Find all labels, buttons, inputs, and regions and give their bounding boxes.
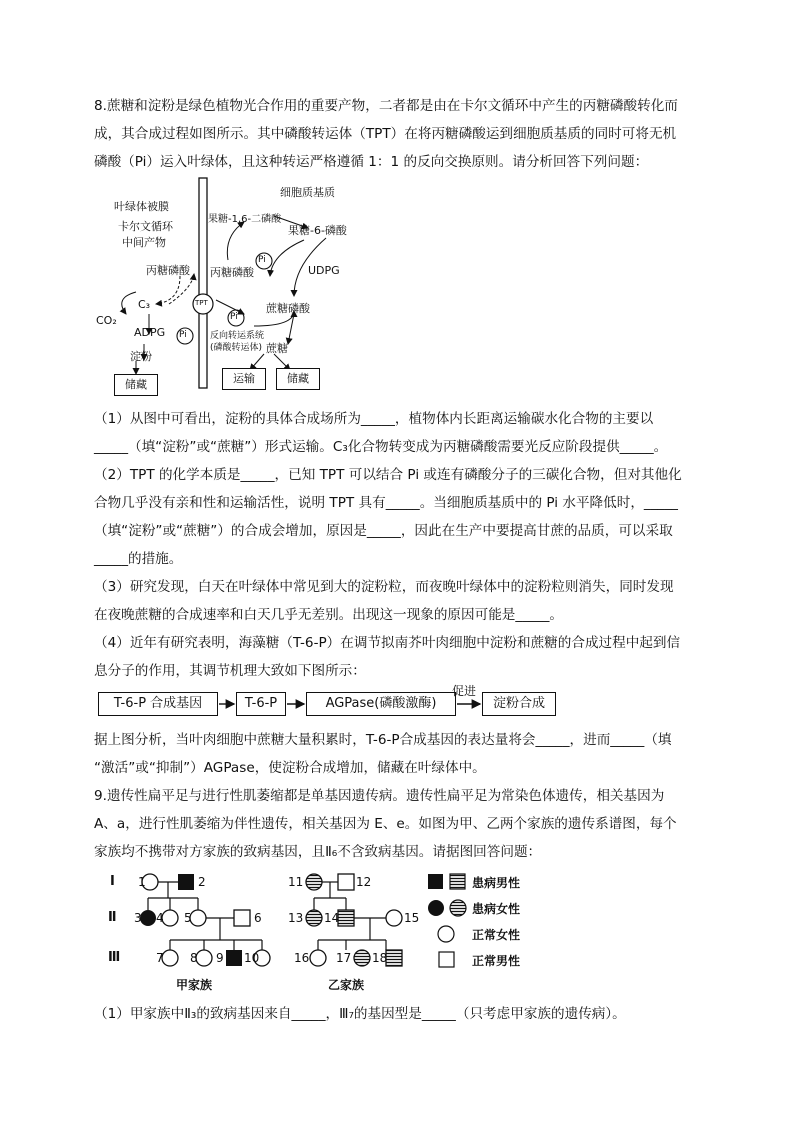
sucrose-starch-synthesis-diagram — [94, 176, 434, 398]
label-antiporter-1: 反向转运系统 — [210, 331, 265, 341]
individual-12: 12 — [356, 875, 372, 889]
individual-3: 3 — [134, 911, 142, 925]
individual-4: 4 — [156, 911, 164, 925]
family-b-label: 乙家族 — [328, 978, 365, 992]
q8-s2-line3: （填“淀粉”或“蔗糖”）的合成会增加，原因是_____，因此在生产中要提高甘蔗的品质，可以采取 — [94, 523, 673, 539]
box-storage-sucrose: 储藏 — [276, 368, 320, 390]
q8-s1-line2: _____（填“淀粉”或“蔗糖”）形式运输。C₃化合物转变成为丙糖磷酸需要光反应阶段提供_____。 — [94, 439, 668, 455]
individual-5: 5 — [184, 911, 192, 925]
label-fbp: 果糖-1,6-二磷酸 — [208, 214, 282, 225]
flow-label-promote: 促进 — [452, 684, 477, 698]
label-membrane: 叶绿体被膜 — [114, 200, 169, 213]
pedigree-chart — [100, 868, 560, 1000]
family-a-label: 甲家族 — [176, 978, 213, 992]
box-storage-starch: 储藏 — [114, 374, 158, 396]
q8-s4-line3: 据上图分析，当叶肉细胞中蔗糖大量积累时，T-6-P合成基因的表达量将会_____，进而_____（填 — [94, 732, 672, 748]
label-starch: 淀粉 — [130, 350, 152, 363]
box-transport: 运输 — [222, 368, 266, 390]
q8-s2-line4: _____的措施。 — [94, 551, 183, 567]
flow-box-agpase: AGPase(磷酸激酶) — [306, 692, 456, 716]
label-tpt: TPT — [195, 299, 208, 307]
legend-normal-male: 正常男性 — [472, 954, 521, 968]
individual-6: 6 — [254, 911, 262, 925]
flow-box-t6p-gene: T-6-P 合成基因 — [98, 692, 218, 716]
label-adpg: ADPG — [134, 326, 166, 339]
gen-label-3: Ⅲ — [108, 950, 121, 965]
label-co2: CO₂ — [96, 314, 117, 327]
gen-label-1: Ⅰ — [110, 874, 115, 889]
q8-intro-line1: 8.蔗糖和淀粉是绿色植物光合作用的重要产物，二者都是由在卡尔文循环中产生的丙糖磷酸转化而 — [94, 98, 678, 114]
legend-affected-female: 患病女性 — [472, 902, 521, 916]
label-f6p: 果糖-6-磷酸 — [288, 224, 347, 237]
label-calvin-1: 卡尔文循环 — [118, 220, 173, 233]
legend-normal-female: 正常女性 — [472, 928, 521, 942]
q8-s4-line4: “激活”或“抑制”）AGPase，使淀粉合成增加，储藏在叶绿体中。 — [94, 760, 486, 776]
label-c3: C₃ — [138, 298, 151, 311]
q8-s3-line1: （3）研究发现，白天在叶绿体中常见到大的淀粉粒，而夜晚叶绿体中的淀粉粒则消失，同时发现 — [94, 579, 674, 595]
q9-intro-line3: 家族均不携带对方家族的致病基因，且Ⅱ₆不含致病基因。请据图回答问题： — [94, 844, 542, 860]
label-triose-phosphate-in: 丙糖磷酸 — [146, 264, 190, 277]
individual-8: 8 — [190, 951, 198, 965]
individual-9: 9 — [216, 951, 224, 965]
label-antiporter-2: (磷酸转运体) — [210, 343, 263, 353]
q8-intro-line3: 磷酸（Pi）运入叶绿体，且这种转运严格遵循 1：1 的反向交换原则。请分析回答下列问题： — [94, 154, 649, 170]
label-sucrose-phosphate: 蔗糖磷酸 — [266, 302, 310, 315]
chloroplast-membrane — [199, 178, 207, 388]
label-pi-left: Pi — [179, 330, 187, 340]
individual-16: 16 — [294, 951, 310, 965]
individual-18: 18 — [372, 951, 388, 965]
label-cytosol: 细胞质基质 — [280, 186, 335, 199]
q8-s4-line2: 息分子的作用，其调节机理大致如下图所示： — [94, 663, 366, 679]
q8-s3-line2: 在夜晚蔗糖的合成速率和白天几乎无差别。出现这一现象的原因可能是_____。 — [94, 607, 563, 623]
t6p-regulation-flow — [98, 684, 568, 720]
individual-13: 13 — [288, 911, 304, 925]
q8-s2-line2: 合物几乎没有亲和性和运输活性，说明 TPT 具有_____。当细胞质基质中的 Pi 水平降低时，_____ — [94, 495, 678, 511]
individual-1: 1 — [138, 875, 146, 889]
individual-10: 10 — [244, 951, 260, 965]
q8-s2-line1: （2）TPT 的化学本质是_____，已知 TPT 可以结合 Pi 或连有磷酸分子的三碳化合物，但对其他化 — [94, 467, 682, 483]
q9-s1-line1: （1）甲家族中Ⅱ₃的致病基因来自_____，Ⅲ₇的基因型是_____（只考虑甲家族的遗传病）。 — [94, 1006, 626, 1022]
q9-intro-line1: 9.遗传性扁平足与进行性肌萎缩都是单基因遗传病。遗传性扁平足为常染色体遗传，相关基因为 — [94, 788, 665, 804]
flow-box-starch-synthesis: 淀粉合成 — [482, 692, 556, 716]
gen-label-2: Ⅱ — [108, 910, 117, 925]
q8-s4-line1: （4）近年有研究表明，海藻糖（T-6-P）在调节拟南芥叶肉细胞中淀粉和蔗糖的合成过程中起到信 — [94, 635, 681, 651]
individual-14: 14 — [324, 911, 340, 925]
flow-box-t6p: T-6-P — [236, 692, 286, 716]
flow-arrows — [98, 688, 568, 720]
individual-11: 11 — [288, 875, 304, 889]
legend-affected-male: 患病男性 — [472, 876, 521, 890]
individual-2: 2 — [198, 875, 206, 889]
label-pi-right: Pi — [230, 312, 238, 322]
q9-intro-line2: A、a，进行性肌萎缩为伴性遗传，相关基因为 E、e。如图为甲、乙两个家族的遗传系谱图，每个 — [94, 816, 677, 832]
label-triose-phosphate-out: 丙糖磷酸 — [210, 266, 254, 279]
q8-intro-line2: 成，其合成过程如图所示。其中磷酸转运体（TPT）在将丙糖磷酸运到细胞质基质的同时可将无机 — [94, 126, 677, 142]
individual-15: 15 — [404, 911, 420, 925]
label-pi-top: Pi — [258, 255, 266, 265]
q8-s1-line1: （1）从图中可看出，淀粉的具体合成场所为_____，植物体内长距离运输碳水化合物的主要以 — [94, 411, 654, 427]
individual-17: 17 — [336, 951, 352, 965]
individual-7: 7 — [156, 951, 164, 965]
label-calvin-2: 中间产物 — [122, 236, 166, 249]
label-udpg: UDPG — [308, 264, 340, 277]
label-sucrose: 蔗糖 — [266, 342, 288, 355]
